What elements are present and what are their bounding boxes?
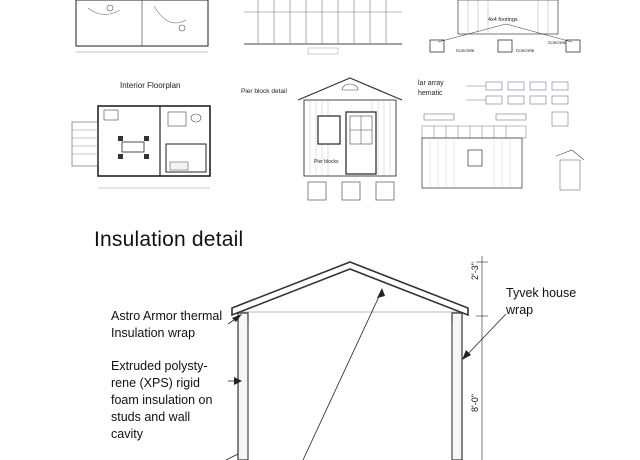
thumbnail-wall-framing[interactable] — [238, 0, 406, 56]
astro-armor-label: Astro Armor thermal Insulation wrap — [111, 309, 223, 340]
floorplan-drawing — [58, 70, 218, 202]
floorplan-title: Interior Floorplan — [120, 81, 181, 90]
dimension-lower: 8'-0" — [470, 394, 480, 412]
thumbnail-pier-block-detail[interactable] — [238, 70, 406, 204]
wall-framing-drawing — [238, 0, 406, 56]
insulation-detail-title: Insulation detail — [94, 228, 244, 251]
concrete-label: Concrete — [516, 48, 535, 53]
insulation-detail-panel[interactable] — [60, 212, 585, 460]
framing-plan-drawing — [58, 0, 218, 56]
thumbnail-interior-floorplan[interactable] — [58, 70, 218, 202]
pier-block-drawing — [238, 70, 406, 204]
tyvek-label: Tyvek house wrap — [506, 286, 577, 317]
concrete-label: Concrete — [456, 48, 475, 53]
pier-block-title: Pier block detail — [241, 88, 287, 95]
dimension-upper: 2'-3" — [470, 262, 480, 280]
solar-title-line2: hematic — [418, 90, 443, 97]
footings-label: 4x4 footings — [488, 17, 518, 23]
thumbnail-solar-array-schematic[interactable] — [416, 70, 586, 204]
xps-foam-label: Extruded polysty- rene (XPS) rigid foam insulation on studs and wall cavity — [111, 359, 213, 441]
solar-schematic-drawing — [416, 70, 586, 204]
footings-drawing — [428, 0, 584, 56]
pier-blocks-label: Pier blocks — [314, 159, 339, 165]
concrete-label: Concrete — [548, 40, 567, 45]
solar-title-line1: lar array — [418, 80, 444, 87]
thumbnail-framing-plan[interactable] — [58, 0, 218, 56]
thumbnail-footings[interactable] — [428, 0, 584, 56]
